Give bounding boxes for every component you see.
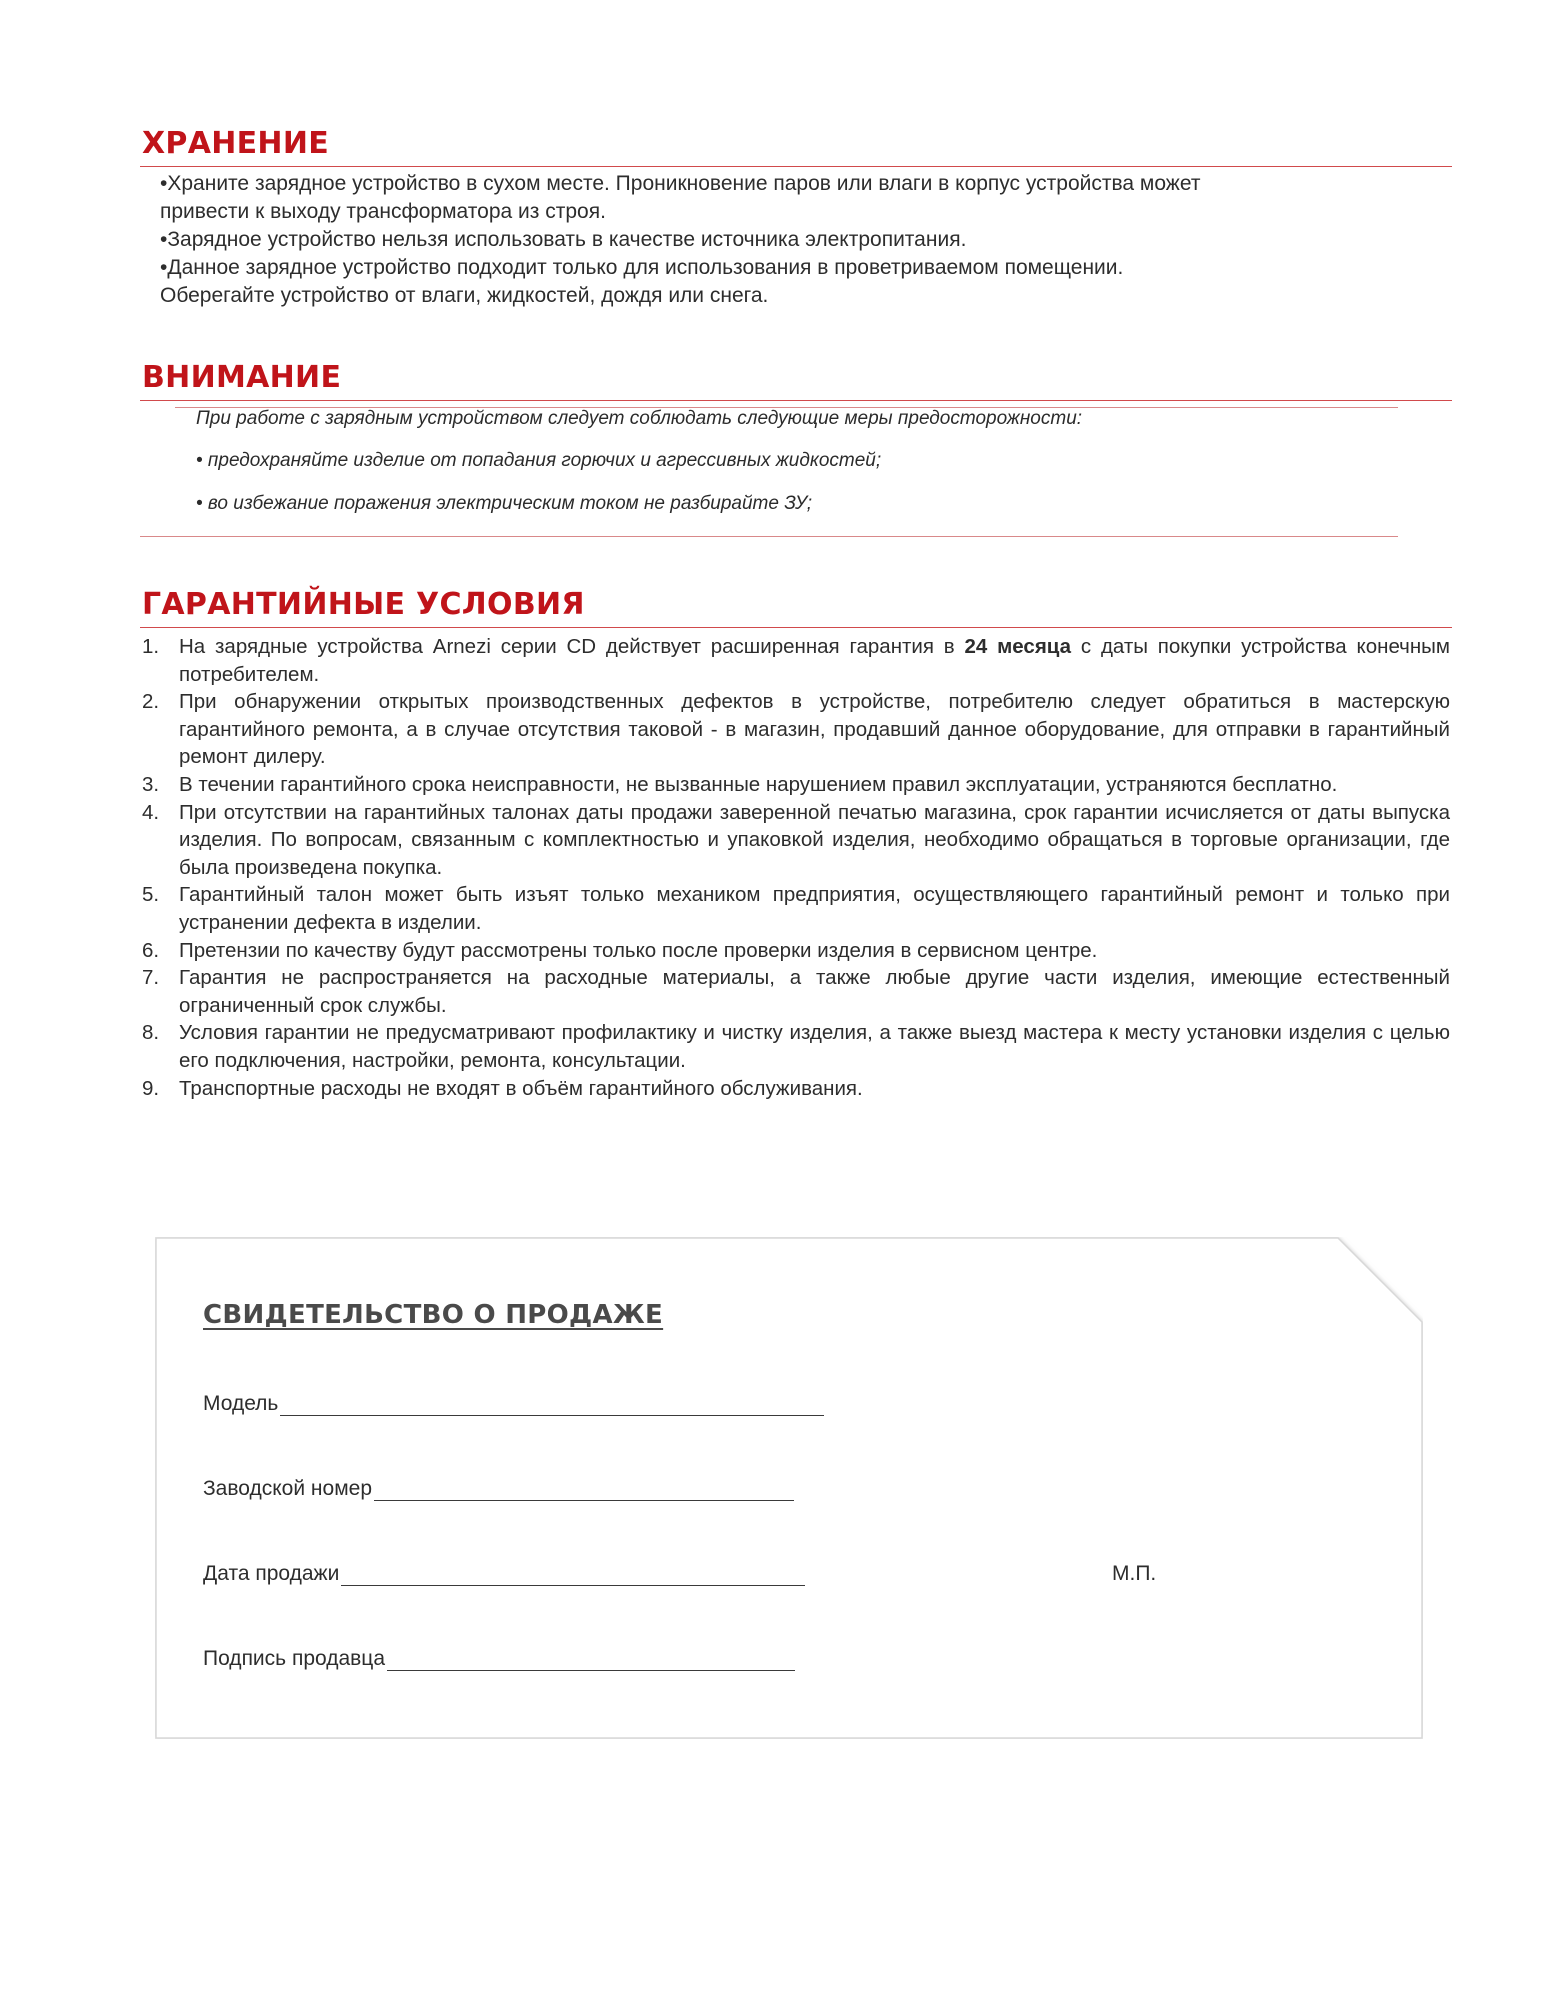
warranty-title: ГАРАНТИЙНЫЕ УСЛОВИЯ: [142, 587, 585, 622]
certificate-title: СВИДЕТЕЛЬСТВО О ПРОДАЖЕ: [203, 1300, 664, 1330]
date-label: Дата продажи: [203, 1562, 340, 1585]
warranty-item: 4. При отсутствии на гарантийных талонах даты продажи заверенной печатью магазина, срок гарантии исчисляется от даты выпуска изделия. По вопросам, связанным с комплектностью и упаковкой изделия, необходимо обращаться в торговые организации, где была произведена покупка.: [142, 800, 1450, 879]
model-field[interactable]: [203, 1392, 824, 1416]
warranty-item: 6. Претензии по качеству будут рассмотрены только после проверки изделия в сервисном центре.: [142, 938, 1098, 962]
warranty-item: 9. Транспортные расходы не входят в объём гарантийного обслуживания.: [142, 1076, 863, 1100]
serial-input-line[interactable]: [374, 1478, 794, 1501]
signature-input-line[interactable]: [387, 1648, 795, 1671]
attention-title: ВНИМАНИЕ: [142, 360, 342, 395]
signature-field[interactable]: [203, 1647, 795, 1671]
serial-label: Заводской номер: [203, 1477, 372, 1500]
warranty-item: 8. Условия гарантии не предусматривают профилактику и чистку изделия, а также выезд мастера к месту установки изделия с целью его подключения, настройки, ремонта, консультации.: [142, 1021, 1450, 1072]
attention-item-1: • предохраняйте изделие от попадания горючих и агрессивных жидкостей;: [196, 450, 882, 471]
storage-line-1: •Храните зарядное устройство в сухом месте. Проникновение паров или влаги в корпус устройства может привести к выходу трансформатора из строя.: [160, 172, 1201, 223]
signature-label: Подпись продавца: [203, 1647, 386, 1670]
serial-field[interactable]: [203, 1477, 794, 1501]
warranty-rule: [140, 627, 1452, 628]
warranty-item: 2. При обнаружении открытых производственных дефектов в устройстве, потребителю следует обратиться в мастерскую гарантийного ремонта, а в случае отсутствия таковой - в магазин, продавший данное оборудование, для отправки в гарантийный ремонт дилеру.: [142, 690, 1450, 769]
attention-rule: [140, 400, 1452, 401]
attention-item-2: • во избежание поражения электрическим током не разбирайте ЗУ;: [196, 493, 813, 514]
stamp-label: М.П.: [1112, 1562, 1157, 1585]
attention-bottom-rule: [140, 536, 1398, 537]
sale-certificate-card: [155, 1237, 1423, 1739]
warranty-item: 5. Гарантийный талон может быть изъят только механиком предприятия, осуществляющего гарантийный ремонт и только при устранении дефекта в изделии.: [142, 883, 1450, 934]
storage-title: ХРАНЕНИЕ: [142, 126, 330, 161]
attention-intro: При работе с зарядным устройством следует соблюдать следующие меры предосторожности:: [196, 408, 1083, 429]
storage-line-3: •Данное зарядное устройство подходит только для использования в проветриваемом помещении. Оберегайте устройство от влаги, жидкостей, дождя или снега.: [160, 256, 1124, 307]
date-field[interactable]: [203, 1562, 805, 1586]
warranty-item: 7. Гарантия не распространяется на расходные материалы, а также любые другие части изделия, имеющие естественный ограниченный срок службы.: [142, 966, 1450, 1017]
storage-line-2: •Зарядное устройство нельзя использовать в качестве источника электропитания.: [160, 228, 967, 251]
warranty-item: 3. В течении гарантийного срока неисправности, не вызванные нарушением правил эксплуатации, устраняются бесплатно.: [142, 772, 1338, 796]
storage-text: [160, 170, 1220, 310]
storage-rule: [140, 166, 1452, 167]
model-label: Модель: [203, 1392, 279, 1415]
warranty-item: 1. На зарядные устройства Arnezi серии CD действует расширенная гарантия в 24 месяца с даты покупки устройства конечным потребителем.: [142, 635, 1450, 686]
model-input-line[interactable]: [280, 1393, 824, 1416]
date-input-line[interactable]: [341, 1563, 805, 1586]
warranty-list: [142, 633, 1450, 1102]
